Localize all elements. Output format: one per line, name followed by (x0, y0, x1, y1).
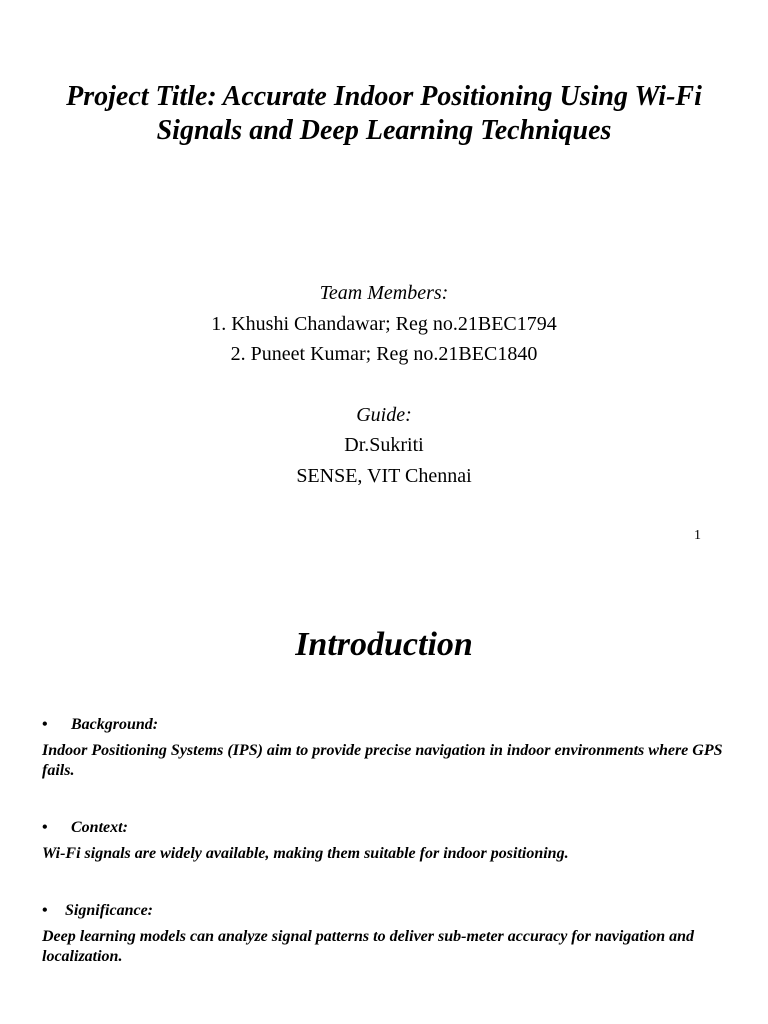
section-label: Significance: (65, 902, 153, 919)
introduction-title: Introduction (295, 626, 473, 663)
project-title: Project Title: Accurate Indoor Positioning Using Wi-Fi Signals and Deep Learning Techniques (66, 81, 702, 146)
team-member-1: 1. Khushi Chandawar; Reg no.21BEC1794 (211, 312, 557, 335)
section-text: Wi-Fi signals are widely available, making them suitable for indoor positioning. (42, 845, 569, 862)
section-label: Background: (71, 716, 159, 733)
guide-affiliation: SENSE, VIT Chennai (296, 464, 472, 487)
section-context (42, 817, 742, 864)
guide-heading: Guide: (356, 403, 412, 426)
team-members-heading: Team Members: (319, 282, 449, 304)
bullet-icon: • (42, 716, 48, 733)
section-significance (42, 900, 742, 967)
team-member-2: 2. Puneet Kumar; Reg no.21BEC1840 (230, 343, 538, 365)
bullet-icon: • (42, 902, 48, 919)
section-label: Context: (71, 819, 128, 836)
team-block (0, 278, 768, 491)
guide-name: Dr.Sukriti (344, 434, 424, 456)
introduction-slide (0, 600, 768, 1024)
section-text: Indoor Positioning Systems (IPS) aim to provide precise navigation in indoor environments where GPS fails. (42, 742, 723, 779)
bullet-icon: • (42, 819, 48, 836)
page-number: 1 (694, 528, 701, 543)
spacer (0, 370, 768, 400)
section-background (42, 714, 742, 781)
section-text: Deep learning models can analyze signal patterns to deliver sub-meter accuracy for navigation and localization. (42, 928, 694, 965)
